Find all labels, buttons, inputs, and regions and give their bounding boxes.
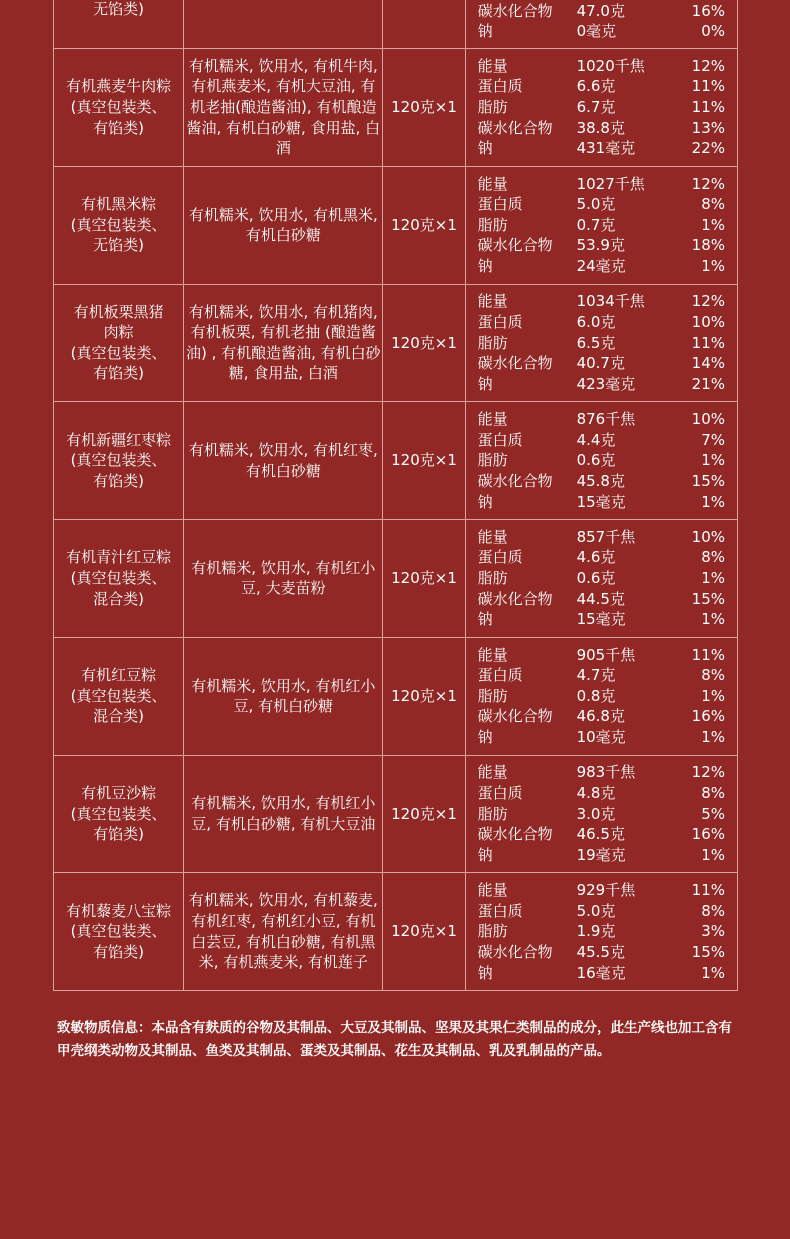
nutrient-value: 6.7克	[576, 98, 616, 117]
nutrient-nrv: 11%	[691, 77, 725, 96]
allergen-info: 致敏物质信息：本品含有麸质的谷物及其制品、大豆及其制品、坚果及其果仁类制品的成分，此生产线也加工含有甲壳纲类动物及其制品、鱼类及其制品、蛋类及其制品、花生及其制品、乳及乳制品的产品。	[57, 1020, 732, 1059]
product-name-cell	[54, 166, 184, 284]
nutrient-name: 钠	[477, 492, 493, 511]
nutrient-name: 碳水化合物	[477, 1, 553, 20]
product-name-line: (真空包装类、	[70, 98, 167, 117]
nutrition-line	[466, 353, 737, 374]
nutrient-nrv: 12%	[691, 763, 725, 782]
table-row	[54, 49, 738, 167]
nutrition-line	[466, 430, 737, 451]
nutrient-nrv: 18%	[691, 236, 725, 255]
nutrient-value: 1.9克	[576, 922, 616, 941]
nutrient-value: 38.8克	[576, 118, 625, 137]
nutrient-nrv: 1%	[701, 569, 725, 588]
ingredients-cell	[184, 520, 383, 638]
nutrient-name: 脂肪	[477, 451, 508, 470]
nutrition-line	[466, 609, 737, 630]
nutrient-value: 6.6克	[576, 77, 616, 96]
product-name-line: 有机豆沙粽	[81, 783, 157, 802]
nutrition-line	[466, 645, 737, 666]
product-name-line: 无馅类)	[93, 236, 145, 255]
nutrient-name: 能量	[477, 763, 508, 782]
nutrition-line	[466, 138, 737, 159]
nutrition-line	[466, 686, 737, 707]
nutrient-nrv: 1%	[701, 257, 725, 276]
nutrient-name: 脂肪	[477, 686, 508, 705]
table-row	[54, 520, 738, 638]
nutrient-value: 857千焦	[576, 527, 636, 546]
nutrition-line	[466, 589, 737, 610]
nutrition-cell	[465, 873, 737, 991]
nutrient-nrv: 11%	[691, 645, 725, 664]
nutrient-value: 15毫克	[576, 492, 626, 511]
nutrition-line	[466, 76, 737, 97]
nutrient-nrv: 16%	[691, 825, 725, 844]
nutrient-nrv: 8%	[701, 901, 725, 920]
product-name-line: (真空包装类、	[70, 343, 167, 362]
nutrition-line	[466, 845, 737, 866]
nutrient-name: 能量	[477, 292, 508, 311]
nutrient-value: 6.0克	[576, 312, 616, 331]
nutrient-value: 905千焦	[576, 645, 636, 664]
nutrient-name: 蛋白质	[477, 430, 523, 449]
ingredients-cell	[184, 284, 383, 402]
product-table-body	[54, 0, 738, 991]
nutrition-line	[466, 97, 737, 118]
product-name-cell	[54, 637, 184, 755]
nutrient-name: 钠	[477, 139, 493, 158]
nutrient-nrv: 16%	[691, 1, 725, 20]
nutrient-value: 53.9克	[576, 236, 625, 255]
nutrient-name: 蛋白质	[477, 312, 523, 331]
nutrition-line	[466, 963, 737, 984]
nutrient-nrv: 22%	[691, 139, 725, 158]
nutrient-nrv: 10%	[691, 312, 725, 331]
nutrition-cell	[465, 284, 737, 402]
nutrition-line	[466, 235, 737, 256]
product-name-cell	[54, 755, 184, 873]
ingredients-text: 有机糯米, 饮用水, 有机牛肉, 有机燕麦米, 有机大豆油, 有机老抽(酿造酱油), 有机酿造酱油, 有机白砂糖, 食用盐, 白酒	[186, 56, 381, 158]
product-name: 无馅类)	[93, 0, 145, 19]
nutrient-value: 24毫克	[576, 257, 626, 276]
nutrient-value: 0.8克	[576, 686, 616, 705]
nutrient-value: 6.5克	[576, 333, 616, 352]
nutrient-name: 钠	[477, 963, 493, 982]
nutrient-nrv: 5%	[701, 804, 725, 823]
nutrient-value: 44.5克	[576, 589, 625, 608]
product-name-line: 肉粽	[103, 323, 134, 342]
nutrition-cell	[465, 0, 737, 49]
nutrient-nrv: 1%	[701, 686, 725, 705]
spec-text: 120克×1	[391, 215, 457, 234]
nutrition-cell	[465, 402, 737, 520]
spec-text: 120克×1	[391, 922, 457, 941]
nutrition-cell	[465, 49, 737, 167]
nutrient-nrv: 1%	[701, 610, 725, 629]
nutrient-value: 16毫克	[576, 963, 626, 982]
nutrient-nrv: 0%	[701, 22, 725, 41]
nutrient-value: 46.8克	[576, 707, 625, 726]
nutrient-name: 能量	[477, 527, 508, 546]
nutrient-name: 能量	[477, 645, 508, 664]
nutrient-value: 0毫克	[576, 22, 617, 41]
nutrient-value: 1034千焦	[576, 292, 645, 311]
ingredients-text: 有机糯米, 饮用水, 有机藜麦, 有机红枣, 有机红小豆, 有机白芸豆, 有机白砂糖, 有机黑米, 有机燕麦米, 有机莲子	[188, 891, 378, 972]
product-name-line: 混合类)	[93, 707, 145, 726]
product-name-line: 有机红豆粽	[81, 666, 157, 685]
nutrient-nrv: 7%	[701, 430, 725, 449]
nutrient-name: 脂肪	[477, 804, 508, 823]
nutrient-value: 1027千焦	[576, 174, 645, 193]
nutrient-name: 碳水化合物	[477, 236, 553, 255]
nutrient-nrv: 15%	[691, 471, 725, 490]
nutrition-line	[466, 21, 737, 42]
nutrition-cell	[465, 166, 737, 284]
nutrient-name: 蛋白质	[477, 195, 523, 214]
nutrient-name: 碳水化合物	[477, 471, 553, 490]
nutrient-nrv: 3%	[701, 922, 725, 941]
spec-cell	[383, 520, 465, 638]
product-name-cell	[54, 0, 184, 49]
spec-text: 120克×1	[391, 451, 457, 470]
product-name-line: (真空包装类、	[70, 569, 167, 588]
nutrition-line	[466, 118, 737, 139]
product-name-line: 有机青汁红豆粽	[66, 548, 172, 567]
product-name-line: (真空包装类、	[70, 215, 167, 234]
table-row	[54, 873, 738, 991]
nutrition-line	[466, 880, 737, 901]
product-info-table	[53, 0, 738, 991]
product-name-line: 有馅类)	[93, 364, 145, 383]
product-name-cell	[54, 49, 184, 167]
nutrient-value: 0.6克	[576, 451, 616, 470]
nutrient-name: 碳水化合物	[477, 589, 553, 608]
nutrient-name: 蛋白质	[477, 77, 523, 96]
nutrient-nrv: 1%	[701, 492, 725, 511]
table-row	[54, 284, 738, 402]
nutrient-value: 45.8克	[576, 471, 625, 490]
nutrition-cell	[465, 637, 737, 755]
nutrient-value: 0.7克	[576, 215, 616, 234]
table-row	[54, 755, 738, 873]
nutrient-nrv: 15%	[691, 942, 725, 961]
nutrition-line	[466, 727, 737, 748]
nutrient-nrv: 1%	[701, 845, 725, 864]
ingredients-text: 有机糯米, 饮用水, 有机红小豆, 有机白砂糖, 有机大豆油	[191, 794, 376, 833]
nutrition-line	[466, 824, 737, 845]
nutrient-name: 钠	[477, 728, 493, 747]
nutrient-name: 钠	[477, 22, 493, 41]
product-name-cell	[54, 873, 184, 991]
nutrient-nrv: 1%	[701, 728, 725, 747]
nutrient-name: 脂肪	[477, 333, 508, 352]
ingredients-cell	[184, 49, 383, 167]
product-name-line: 有馅类)	[93, 118, 145, 137]
spec-cell	[383, 284, 465, 402]
nutrition-line	[466, 527, 737, 548]
nutrition-line	[466, 665, 737, 686]
nutrient-value: 5.0克	[576, 195, 616, 214]
product-name-cell	[54, 520, 184, 638]
nutrient-value: 876千焦	[576, 410, 636, 429]
nutrient-value: 15毫克	[576, 610, 626, 629]
spec-cell	[383, 0, 465, 49]
nutrient-value: 4.7克	[576, 666, 616, 685]
nutrient-name: 脂肪	[477, 215, 508, 234]
nutrient-name: 能量	[477, 56, 508, 75]
nutrition-cell	[465, 520, 737, 638]
table-row	[54, 166, 738, 284]
nutrition-line	[466, 492, 737, 513]
nutrition-line	[466, 174, 737, 195]
ingredients-text: 有机糯米, 饮用水, 有机黑米, 有机白砂糖	[188, 205, 378, 245]
nutrient-nrv: 11%	[691, 881, 725, 900]
table-row	[54, 637, 738, 755]
nutrient-value: 4.8克	[576, 783, 616, 802]
nutrition-line	[466, 409, 737, 430]
nutrient-nrv: 1%	[701, 451, 725, 470]
nutrient-name: 碳水化合物	[477, 825, 553, 844]
nutrient-value: 431毫克	[576, 139, 636, 158]
nutrient-name: 脂肪	[477, 569, 508, 588]
nutrient-name: 钠	[477, 374, 493, 393]
product-name-line: 混合类)	[93, 589, 145, 608]
nutrient-name: 能量	[477, 174, 508, 193]
nutrient-nrv: 12%	[691, 292, 725, 311]
nutrition-line	[466, 706, 737, 727]
nutrient-name: 脂肪	[477, 98, 508, 117]
nutrient-nrv: 12%	[691, 174, 725, 193]
ingredients-text: 有机糯米, 饮用水, 有机红小豆, 大麦苗粉	[191, 558, 376, 598]
table-row	[54, 0, 738, 49]
nutrient-nrv: 10%	[691, 527, 725, 546]
product-name-line: 有馅类)	[93, 471, 145, 490]
product-name-line: 有馅类)	[93, 942, 145, 961]
spec-cell	[383, 402, 465, 520]
nutrient-name: 钠	[477, 610, 493, 629]
product-name-line: 有馅类)	[93, 825, 145, 844]
ingredients-text: 有机糯米, 饮用水, 有机红小豆, 有机白砂糖	[191, 676, 376, 716]
nutrient-nrv: 10%	[691, 410, 725, 429]
nutrition-line	[466, 901, 737, 922]
nutrient-value: 10毫克	[576, 728, 626, 747]
nutrient-value: 983千焦	[576, 763, 636, 782]
nutrient-name: 碳水化合物	[477, 942, 553, 961]
nutrient-value: 47.0克	[576, 1, 625, 20]
ingredients-cell	[184, 637, 383, 755]
nutrient-value: 4.6克	[576, 548, 616, 567]
product-name-line: 有机藜麦八宝粽	[66, 901, 172, 920]
nutrient-nrv: 12%	[691, 56, 725, 75]
nutrition-line	[466, 374, 737, 395]
product-name-cell	[54, 284, 184, 402]
nutrient-nrv: 1%	[701, 963, 725, 982]
nutrient-name: 蛋白质	[477, 548, 523, 567]
nutrient-value: 423毫克	[576, 374, 636, 393]
nutrient-name: 蛋白质	[477, 901, 523, 920]
spec-cell	[383, 755, 465, 873]
nutrient-value: 3.0克	[576, 804, 616, 823]
nutrient-nrv: 8%	[701, 783, 725, 802]
nutrient-nrv: 8%	[701, 666, 725, 685]
nutrition-line	[466, 471, 737, 492]
nutrient-name: 钠	[477, 845, 493, 864]
nutrient-nrv: 14%	[691, 354, 725, 373]
spec-cell	[383, 49, 465, 167]
nutrition-line	[466, 215, 737, 236]
product-name-line: 有机燕麦牛肉粽	[66, 77, 172, 96]
product-name-line: (真空包装类、	[70, 451, 167, 470]
ingredients-cell	[184, 0, 383, 49]
nutrient-nrv: 13%	[691, 118, 725, 137]
nutrient-value: 0.6克	[576, 569, 616, 588]
spec-cell	[383, 873, 465, 991]
nutrition-line	[466, 450, 737, 471]
spec-text: 120克×1	[391, 686, 457, 705]
spec-cell	[383, 637, 465, 755]
ingredients-cell	[184, 873, 383, 991]
nutrient-name: 蛋白质	[477, 783, 523, 802]
ingredients-cell	[184, 755, 383, 873]
nutrition-line	[466, 256, 737, 277]
nutrition-line	[466, 56, 737, 77]
nutrient-value: 40.7克	[576, 354, 625, 373]
nutrient-value: 5.0克	[576, 901, 616, 920]
spec-cell	[383, 166, 465, 284]
nutrition-line	[466, 783, 737, 804]
product-name-line: 有机新疆红枣粽	[66, 430, 172, 449]
nutrition-line	[466, 942, 737, 963]
ingredients-cell	[184, 166, 383, 284]
product-name-line: (真空包装类、	[70, 686, 167, 705]
nutrient-name: 钠	[477, 257, 493, 276]
nutrient-name: 脂肪	[477, 922, 508, 941]
nutrient-value: 4.4克	[576, 430, 616, 449]
spec-text: 120克×1	[391, 804, 457, 823]
nutrition-line	[466, 921, 737, 942]
ingredients-text: 有机糯米, 饮用水, 有机红枣, 有机白砂糖	[188, 441, 378, 480]
nutrient-nrv: 8%	[701, 548, 725, 567]
nutrient-value: 1020千焦	[576, 56, 645, 75]
nutrient-name: 蛋白质	[477, 666, 523, 685]
nutrition-line	[466, 568, 737, 589]
ingredients-cell	[184, 402, 383, 520]
nutrient-value: 46.5克	[576, 825, 625, 844]
nutrient-name: 能量	[477, 410, 508, 429]
nutrition-line	[466, 547, 737, 568]
nutrient-value: 929千焦	[576, 881, 636, 900]
nutrient-name: 碳水化合物	[477, 707, 553, 726]
nutrition-line	[466, 1, 737, 22]
nutrition-cell	[465, 755, 737, 873]
nutrient-nrv: 1%	[701, 215, 725, 234]
nutrient-nrv: 16%	[691, 707, 725, 726]
ingredients-text: 有机糯米, 饮用水, 有机猪肉, 有机板栗, 有机老抽 (酿造酱油) , 有机酿造酱油, 有机白砂糖, 食用盐, 白酒	[185, 302, 381, 383]
nutrient-value: 45.5克	[576, 942, 625, 961]
nutrition-line	[466, 804, 737, 825]
product-name-line: (真空包装类、	[70, 922, 167, 941]
nutrient-nrv: 15%	[691, 589, 725, 608]
nutrient-nrv: 11%	[691, 98, 725, 117]
nutrient-name: 碳水化合物	[477, 118, 553, 137]
nutrition-line	[466, 312, 737, 333]
nutrient-nrv: 21%	[691, 374, 725, 393]
spec-text: 120克×1	[391, 333, 457, 352]
product-name-cell	[54, 402, 184, 520]
nutrient-name: 能量	[477, 881, 508, 900]
product-name-line: 有机黑米粽	[81, 195, 157, 214]
nutrition-line	[466, 194, 737, 215]
nutrition-line	[466, 333, 737, 354]
nutrient-name: 碳水化合物	[477, 354, 553, 373]
nutrient-nrv: 11%	[691, 333, 725, 352]
nutrient-nrv: 8%	[701, 195, 725, 214]
spec-text: 120克×1	[391, 98, 457, 117]
spec-text: 120克×1	[391, 569, 457, 588]
table-row	[54, 402, 738, 520]
nutrition-line	[466, 762, 737, 783]
nutrient-value: 19毫克	[576, 845, 626, 864]
nutrition-line	[466, 291, 737, 312]
product-name-line: (真空包装类、	[70, 804, 167, 823]
product-name-line: 有机板栗黑猪	[73, 302, 164, 321]
